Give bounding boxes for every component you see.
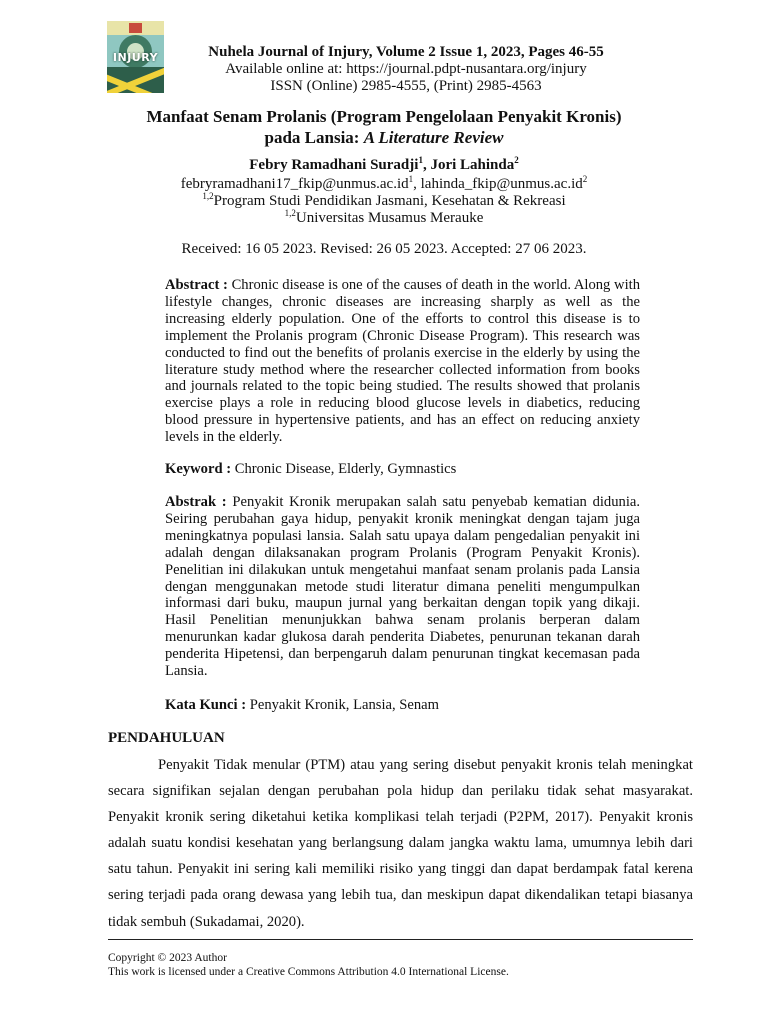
affiliation-1 xyxy=(0,193,768,210)
paper-title-italic: A Literature Review xyxy=(363,128,504,147)
abstract-indonesian-text: Penyakit Kronik merupakan salah satu penyebab kematian didunia. Seiring perubahan gaya hidup, penyakit kronik meningkat dengan tajam juga meningkatnya populasi lansia. Salah satu upaya dalam pengedalian penyakit ini adalah dengan dilaksanakan program Prolanis (Program Penyakit Kronis). Penelitian ini dilakukan untuk mengetahui manfaat senam prolanis pada Lansia dengan menggunakan metode studi literatur dimana peneliti mengumpulkan informasi dari buku, maupun jurnal yang berkaitan dengan topik yang dikaji. Hasil Penelitian menunjukkan bahwa senam prolanis berperan dalam menurunkan kadar glukosa darah penderita Diabetes, penurunan tekanan darah penderita Hipetensi, dan berpengaruh dalam penurunan tingkat kecemasan pada Lansia. xyxy=(165,494,640,680)
author-emails xyxy=(0,176,768,193)
logo-word: INJURY xyxy=(112,51,159,64)
author-1-sup: 1 xyxy=(418,155,423,165)
paper-title-line-1: Manfaat Senam Prolanis (Program Pengelolaan Penyakit Kronis) xyxy=(146,107,622,126)
keywords-indonesian xyxy=(165,697,640,714)
email-1[interactable]: febryramadhani17_fkip@unmus.ac.id xyxy=(180,176,409,192)
footer-divider xyxy=(108,939,693,940)
keywords-indonesian-text: Penyakit Kronik, Lansia, Senam xyxy=(249,697,440,713)
logo-cross-icon xyxy=(129,23,142,33)
page-footer xyxy=(108,951,693,979)
keywords-english xyxy=(165,461,640,478)
section-heading: PENDAHULUAN xyxy=(108,730,225,746)
affiliation-2-sup: 1,2 xyxy=(284,208,296,218)
author-block xyxy=(0,157,768,227)
email-2[interactable]: lahinda_fkip@unmus.ac.id xyxy=(420,176,583,192)
section-paragraph: Penyakit Tidak menular (PTM) atau yang sering disebut penyakit kronis telah meningkat secara signifikan sejalan dengan perubahan pola hidup dan perilaku tidak sehat masyarakat. Penyakit kronik sering diketahui ketika komplikasi telah terjadi (P2PM, 2017). Penyakit kronis adalah suatu kondisi kesehatan yang berlangsung dalam jangka waktu lama, umumnya lebih dari satu tahun. Penyakit ini sering kali memiliki risiko yang tinggi dan dapat berdampak fatal kerena sering terjadi pada orang dewasa yang lebih tua, dan meskipun dapat dikendalikan tetapi biasanya tidak sembuh (Sukadamai, 2020). xyxy=(108,757,693,930)
affiliation-1-sup: 1,2 xyxy=(202,191,214,201)
author-2: Jori Lahinda xyxy=(430,157,515,173)
author-2-sup: 2 xyxy=(514,155,519,165)
submission-dates: Received: 16 05 2023. Revised: 26 05 2023. Accepted: 27 06 2023. xyxy=(181,241,587,257)
paper-title-prefix: pada Lansia: xyxy=(264,128,364,147)
affiliation-2-text: Universitas Musamus Merauke xyxy=(295,210,484,226)
abstract-indonesian xyxy=(165,494,640,680)
journal-citation-line: Nuhela Journal of Injury, Volume 2 Issue 1, 2023, Pages 46-55 xyxy=(208,44,604,60)
license-line: This work is licensed under a Creative Commons Attribution 4.0 International License. xyxy=(108,966,509,978)
journal-header xyxy=(0,44,768,95)
paper-title xyxy=(90,106,678,148)
author-separator: , xyxy=(422,157,431,173)
author-1: Febry Ramadhani Suradji xyxy=(249,157,419,173)
journal-issn-line: ISSN (Online) 2985-4555, (Print) 2985-4563 xyxy=(270,78,542,94)
email-1-sup: 1 xyxy=(408,174,414,184)
email-separator: , xyxy=(413,176,421,192)
abstract-english xyxy=(165,277,640,446)
affiliation-1-text: Program Studi Pendidikan Jasmani, Kesehatan & Rekreasi xyxy=(213,193,566,209)
keywords-english-label: Keyword : xyxy=(165,461,235,477)
keywords-english-text: Chronic Disease, Elderly, Gymnastics xyxy=(234,461,457,477)
paper-title-line-2 xyxy=(90,127,678,148)
email-2-sup: 2 xyxy=(582,174,588,184)
author-names xyxy=(0,157,768,174)
keywords-indonesian-label: Kata Kunci : xyxy=(165,697,250,713)
copyright-line: Copyright © 2023 Author xyxy=(108,952,227,964)
abstract-english-label: Abstract : xyxy=(165,277,232,293)
abstract-english-text: Chronic disease is one of the causes of death in the world. Along with lifestyle changes, chronic diseases are increasing sharply as well as the increasing elderly population. One of the efforts to control this disease is to implement the Prolanis program (Chronic Disease Program). This research was conducted to find out the benefits of prolanis exercise in the elderly by using the literature study method where the researcher collected information from books and journals related to the topic being studied. The results showed that prolanis exercise plays a role in reducing blood glucose levels in diabetics, reducing blood pressure in hypertensive patients, and has an effect on reducing anxiety levels in the elderly. xyxy=(165,277,640,446)
abstract-indonesian-label: Abstrak : xyxy=(165,494,233,510)
affiliation-2 xyxy=(0,210,768,227)
journal-url-line: Available online at: https://journal.pdpt-nusantara.org/injury xyxy=(225,61,587,77)
